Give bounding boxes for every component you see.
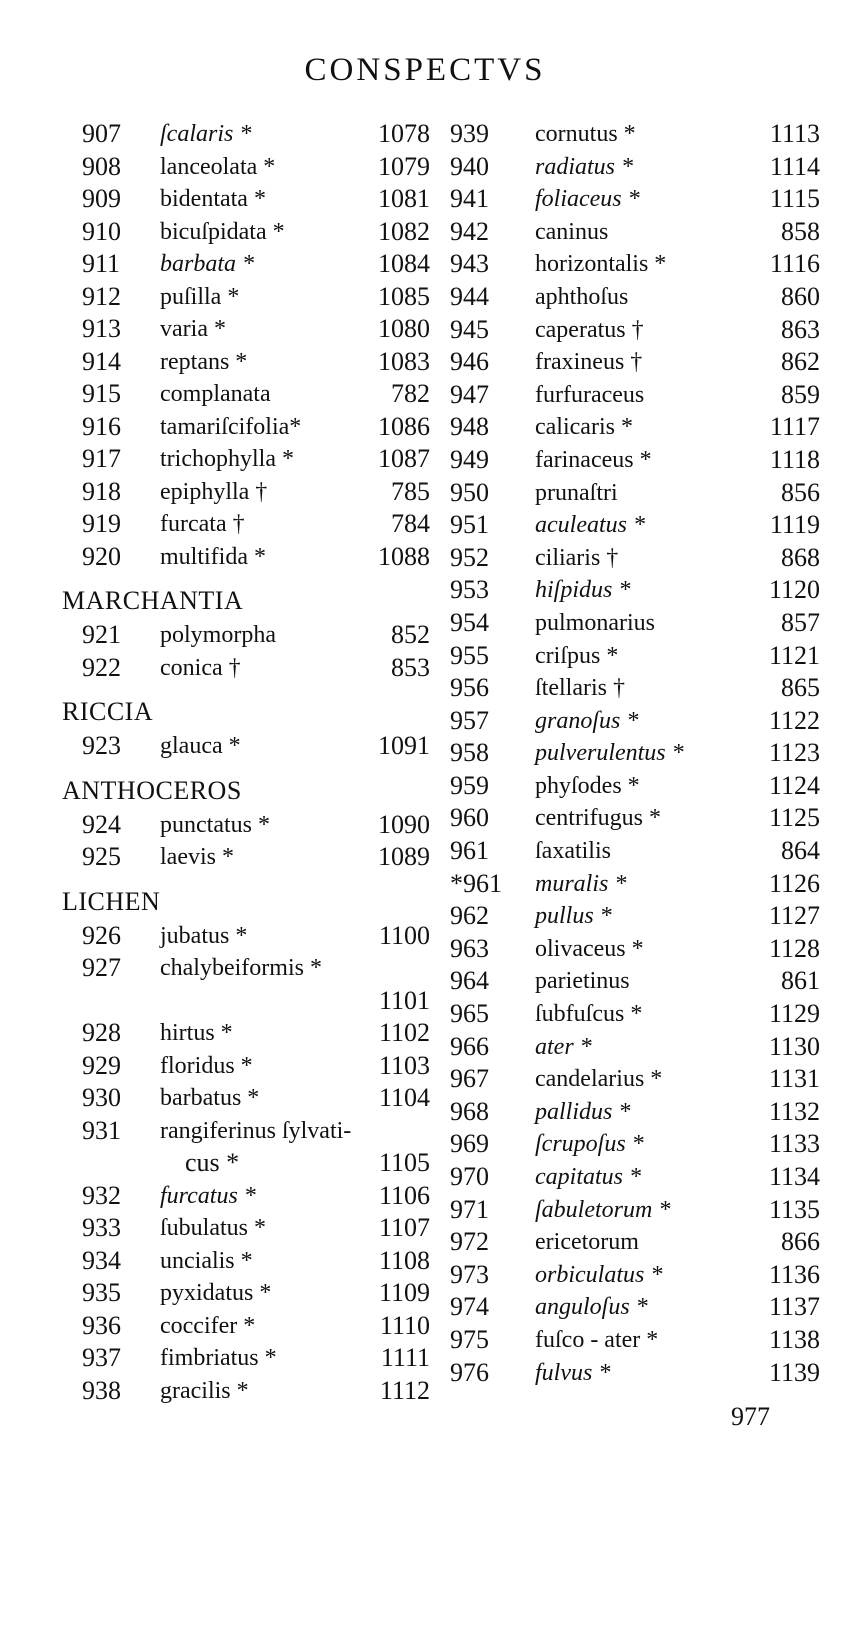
entry-name: reptans * bbox=[160, 348, 248, 375]
entry-row bbox=[450, 1161, 820, 1194]
entry-name: floridus * bbox=[160, 1052, 253, 1079]
entry-number: 970 bbox=[450, 1162, 489, 1191]
entry-name: conica † bbox=[160, 654, 241, 681]
entry-name: ſubulatus * bbox=[160, 1215, 266, 1241]
entry-reference: 866 bbox=[781, 1227, 820, 1257]
entry-name: ſaxatilis bbox=[535, 838, 611, 865]
entry-row bbox=[60, 411, 430, 444]
entry-name: ſubfuſcus * bbox=[535, 1001, 643, 1028]
entry-reference: 1125 bbox=[768, 803, 820, 833]
entry-number: 969 bbox=[450, 1129, 489, 1159]
entry-name: gracilis * bbox=[160, 1377, 249, 1404]
entry-name: puſilla * bbox=[160, 283, 240, 310]
entry-number: 932 bbox=[82, 1180, 121, 1210]
entry-name: capitatus * bbox=[535, 1164, 641, 1190]
entry-row bbox=[450, 1128, 820, 1161]
entry-row bbox=[450, 737, 820, 770]
entry-row bbox=[60, 841, 430, 874]
entry-row bbox=[60, 920, 430, 953]
entry-reference: 1089 bbox=[378, 842, 430, 871]
entry-row bbox=[60, 952, 430, 985]
entry-name: olivaceus * bbox=[535, 935, 644, 962]
entry-row bbox=[60, 476, 430, 509]
entry-number: *961 bbox=[450, 868, 502, 898]
entry-row bbox=[60, 118, 430, 151]
entry-name: laevis * bbox=[160, 844, 234, 870]
entry-row bbox=[450, 574, 820, 607]
entry-row bbox=[450, 1194, 820, 1227]
entry-number: 957 bbox=[450, 705, 489, 735]
entry-number: 971 bbox=[450, 1194, 489, 1224]
entry-number: 961 bbox=[450, 836, 489, 866]
entry-reference: 782 bbox=[391, 379, 430, 408]
entry-reference: 1088 bbox=[378, 541, 430, 571]
entry-name: furcatus * bbox=[160, 1182, 256, 1209]
entry-number: 942 bbox=[450, 216, 489, 246]
entry-row bbox=[60, 1050, 430, 1083]
entry-name: punctatus * bbox=[160, 811, 270, 838]
entry-reference: 1080 bbox=[378, 314, 430, 343]
entry-row bbox=[450, 770, 820, 803]
entry-name: pallidus * bbox=[535, 1098, 631, 1125]
entry-name: orbiculatus * bbox=[535, 1261, 663, 1288]
entry-reference: 1083 bbox=[378, 346, 430, 376]
entry-reference: 1100 bbox=[378, 920, 430, 950]
entry-row bbox=[60, 1375, 430, 1408]
entry-reference: 856 bbox=[781, 477, 820, 507]
entry-number: 939 bbox=[450, 119, 489, 148]
entry-row bbox=[60, 216, 430, 249]
entry-reference: 1111 bbox=[380, 1343, 430, 1372]
entry-number: 973 bbox=[450, 1259, 489, 1289]
entry-reference: 1091 bbox=[378, 731, 430, 760]
entry-name: pulverulentus * bbox=[535, 740, 684, 767]
entry-reference: 1132 bbox=[768, 1096, 820, 1126]
entry-number: 924 bbox=[82, 809, 121, 839]
entry-number: 956 bbox=[450, 673, 489, 703]
entry-name: fraxineus † bbox=[535, 349, 643, 376]
entry-name: trichophylla * bbox=[160, 446, 294, 472]
entry-reference: 862 bbox=[781, 347, 820, 377]
entry-number: 911 bbox=[82, 249, 121, 278]
entry-number: 972 bbox=[450, 1227, 489, 1257]
entry-number: 968 bbox=[450, 1096, 489, 1126]
entry-number: 941 bbox=[450, 184, 489, 214]
entry-row bbox=[450, 1063, 820, 1096]
entry-name: pullus * bbox=[535, 903, 612, 930]
entry-reference: 1138 bbox=[768, 1324, 820, 1354]
entry-reference: 1128 bbox=[768, 933, 820, 963]
entry-row bbox=[450, 542, 820, 575]
entry-number: 955 bbox=[450, 640, 489, 670]
entry-row bbox=[60, 313, 430, 346]
entry-reference: 1106 bbox=[378, 1180, 430, 1210]
entry-reference: 1103 bbox=[378, 1050, 430, 1080]
entry-reference: 1110 bbox=[379, 1310, 430, 1340]
entry-number: 907 bbox=[82, 119, 121, 148]
entry-number: 967 bbox=[450, 1064, 489, 1094]
entry-row bbox=[450, 672, 820, 705]
entry-name: epiphylla † bbox=[160, 478, 268, 505]
entry-number: 916 bbox=[82, 411, 121, 441]
entry-number: 958 bbox=[450, 738, 489, 768]
entry-row bbox=[450, 509, 820, 542]
entry-reference: 1084 bbox=[378, 249, 430, 278]
entry-row bbox=[450, 248, 820, 281]
entry-number: 947 bbox=[450, 379, 489, 409]
entry-reference: 859 bbox=[781, 379, 820, 409]
entry-reference: 1109 bbox=[378, 1278, 430, 1307]
entry-row bbox=[60, 346, 430, 379]
entry-number: 964 bbox=[450, 966, 489, 996]
entry-row bbox=[450, 1357, 820, 1390]
entry-number: 946 bbox=[450, 347, 489, 377]
entry-name: polymorpha bbox=[160, 622, 276, 648]
entry-number: 925 bbox=[82, 842, 121, 871]
entry-name: hirtus * bbox=[160, 1020, 233, 1046]
entry-reference: 1079 bbox=[378, 151, 430, 181]
entry-row bbox=[60, 541, 430, 574]
entry-reference: 1107 bbox=[378, 1213, 430, 1242]
entry-row bbox=[450, 868, 820, 901]
entry-number: 908 bbox=[82, 151, 121, 181]
entry-name: horizontalis * bbox=[535, 251, 667, 278]
entry-reference: 1139 bbox=[768, 1357, 820, 1387]
entry-number: 963 bbox=[450, 933, 489, 963]
entry-name: furcata † bbox=[160, 511, 245, 537]
entry-name: ſabuletorum * bbox=[535, 1196, 671, 1223]
entry-row bbox=[450, 379, 820, 412]
entry-name: bidentata * bbox=[160, 186, 266, 212]
entry-reference: 1134 bbox=[768, 1162, 820, 1191]
catchword: 977 bbox=[731, 1402, 770, 1431]
entry-number: 910 bbox=[82, 216, 121, 246]
entry-row bbox=[60, 619, 430, 652]
entry-row bbox=[450, 705, 820, 738]
entry-number: 975 bbox=[450, 1324, 489, 1354]
entry-number: 965 bbox=[450, 999, 489, 1029]
entry-name: aculeatus * bbox=[535, 512, 645, 539]
entry-row bbox=[450, 607, 820, 640]
entry-number: 974 bbox=[450, 1292, 489, 1322]
entry-name: pyxidatus * bbox=[160, 1280, 272, 1306]
entry-reference: 1117 bbox=[769, 412, 820, 442]
entry-row bbox=[60, 1245, 430, 1278]
entry-reference: 1127 bbox=[768, 901, 820, 931]
entry-number: 937 bbox=[82, 1343, 121, 1372]
left-column bbox=[60, 118, 430, 1407]
entry-number: 922 bbox=[82, 652, 121, 682]
entry-continuation bbox=[60, 1147, 430, 1180]
entry-reference: 1120 bbox=[768, 575, 820, 605]
entry-number: 954 bbox=[450, 607, 489, 637]
entry-number: 950 bbox=[450, 477, 489, 507]
entry-name: criſpus * bbox=[535, 642, 619, 669]
entry-reference: 1122 bbox=[768, 705, 820, 735]
entry-row bbox=[450, 1324, 820, 1357]
entry-reference: 1131 bbox=[768, 1064, 820, 1094]
entry-reference: 1078 bbox=[378, 119, 430, 148]
entry-reference: 860 bbox=[781, 281, 820, 311]
entry-row bbox=[450, 640, 820, 673]
entry-name: glauca * bbox=[160, 733, 241, 759]
entry-reference: 857 bbox=[781, 607, 820, 637]
entry-row bbox=[450, 1259, 820, 1292]
entry-reference: 1104 bbox=[378, 1083, 430, 1112]
entry-row bbox=[450, 346, 820, 379]
entry-reference: 1112 bbox=[379, 1375, 430, 1405]
entry-number: 945 bbox=[450, 314, 489, 344]
entry-number: 938 bbox=[82, 1375, 121, 1405]
entry-number: 976 bbox=[450, 1357, 489, 1387]
entry-number: 926 bbox=[82, 920, 121, 950]
entry-name: complanata bbox=[160, 381, 271, 407]
entry-number: 943 bbox=[450, 249, 489, 279]
entry-row bbox=[60, 248, 430, 281]
entry-number: 948 bbox=[450, 412, 489, 442]
entry-row bbox=[60, 1277, 430, 1310]
entry-reference: 1133 bbox=[768, 1129, 820, 1159]
entry-number: 949 bbox=[450, 444, 489, 474]
entry-reference: 1087 bbox=[378, 444, 430, 473]
entry-row bbox=[60, 652, 430, 685]
entry-name: ciliaris † bbox=[535, 544, 619, 571]
entry-name: prunaſtri bbox=[535, 479, 618, 506]
entry-number: 931 bbox=[82, 1115, 121, 1145]
entry-number: 959 bbox=[450, 770, 489, 800]
entry-name: anguloſus * bbox=[535, 1294, 648, 1321]
entry-name: bicuſpidata * bbox=[160, 218, 285, 245]
entry-number: 936 bbox=[82, 1310, 121, 1340]
entry-number: 917 bbox=[82, 444, 121, 473]
entry-reference: 1121 bbox=[768, 640, 820, 670]
genus-heading: RICCIA bbox=[62, 697, 154, 726]
entry-reference: 852 bbox=[391, 620, 430, 649]
entry-name: ſcrupoſus * bbox=[535, 1131, 644, 1158]
entry-number: 933 bbox=[82, 1213, 121, 1242]
entry-number: 960 bbox=[450, 803, 489, 833]
entry-name: foliaceus * bbox=[535, 186, 640, 213]
genus-heading: LICHEN bbox=[62, 886, 161, 916]
entry-row bbox=[450, 965, 820, 998]
entry-row bbox=[450, 411, 820, 444]
entry-number: 935 bbox=[82, 1278, 121, 1307]
entry-number: 909 bbox=[82, 184, 121, 213]
entry-row bbox=[60, 1082, 430, 1115]
entry-row bbox=[60, 1115, 430, 1148]
entry-reference: 1086 bbox=[378, 411, 430, 441]
entry-row bbox=[60, 151, 430, 184]
entry-number: 953 bbox=[450, 575, 489, 605]
entry-name: lanceolata * bbox=[160, 153, 276, 180]
entry-row bbox=[60, 508, 430, 541]
entry-number: 920 bbox=[82, 541, 121, 571]
entry-number: 966 bbox=[450, 1031, 489, 1061]
entry-row bbox=[450, 444, 820, 477]
entry-row bbox=[450, 151, 820, 184]
entry-row bbox=[450, 1031, 820, 1064]
entry-row bbox=[450, 314, 820, 347]
entry-row bbox=[60, 443, 430, 476]
entry-name: cus * bbox=[185, 1148, 240, 1177]
entry-reference: 1102 bbox=[378, 1018, 430, 1047]
entry-name: parietinus bbox=[535, 968, 630, 995]
entry-name: calicaris * bbox=[535, 414, 633, 441]
entry-row bbox=[450, 998, 820, 1031]
entry-row bbox=[60, 1310, 430, 1343]
entry-reference: 1130 bbox=[768, 1031, 820, 1061]
entry-number: 928 bbox=[82, 1018, 121, 1047]
entry-name: ater * bbox=[535, 1033, 592, 1060]
entry-reference: 1118 bbox=[769, 444, 820, 474]
entry-reference: 865 bbox=[781, 673, 820, 703]
genus-heading: MARCHANTIA bbox=[62, 586, 244, 615]
entry-name: radiatus * bbox=[535, 153, 634, 180]
entry-reference: 1116 bbox=[769, 249, 820, 279]
entry-number: 918 bbox=[82, 476, 121, 506]
entry-reference: 1090 bbox=[378, 809, 430, 839]
entry-name: fulvus * bbox=[535, 1359, 611, 1386]
entry-number: 944 bbox=[450, 281, 489, 311]
entry-row bbox=[60, 730, 430, 763]
entry-reference: 1105 bbox=[378, 1148, 430, 1177]
entry-continuation bbox=[60, 985, 430, 1018]
entry-number: 962 bbox=[450, 901, 489, 931]
entry-number: 952 bbox=[450, 542, 489, 572]
entry-name: candelarius * bbox=[535, 1066, 663, 1093]
entry-reference: 1137 bbox=[768, 1292, 820, 1322]
entry-reference: 861 bbox=[781, 966, 820, 996]
entry-row bbox=[60, 281, 430, 314]
entry-reference: 1108 bbox=[378, 1245, 430, 1275]
entry-row bbox=[450, 802, 820, 835]
entry-name: ericetorum bbox=[535, 1229, 639, 1256]
entry-number: 951 bbox=[450, 510, 489, 540]
entry-name: hiſpidus * bbox=[535, 577, 631, 604]
entry-reference: 784 bbox=[391, 509, 430, 538]
entry-name: fuſco - ater * bbox=[535, 1326, 659, 1353]
entry-number: 921 bbox=[82, 620, 121, 649]
entry-row bbox=[60, 1342, 430, 1375]
entry-number: 923 bbox=[82, 731, 121, 760]
entry-row bbox=[450, 1096, 820, 1129]
entry-name: cornutus * bbox=[535, 121, 636, 147]
entry-reference: 1113 bbox=[769, 119, 820, 148]
entry-name: chalybeiformis * bbox=[160, 955, 322, 981]
entry-name: muralis * bbox=[535, 870, 627, 897]
entry-row bbox=[450, 118, 820, 151]
entry-row bbox=[450, 835, 820, 868]
entry-reference: 1124 bbox=[768, 770, 820, 800]
entry-reference: 1126 bbox=[768, 868, 820, 898]
entry-number: 940 bbox=[450, 151, 489, 181]
entry-reference: 1135 bbox=[768, 1194, 820, 1224]
entry-reference: 1082 bbox=[378, 216, 430, 246]
entry-row bbox=[60, 1180, 430, 1213]
entry-reference: 1119 bbox=[769, 510, 820, 540]
entry-row bbox=[450, 216, 820, 249]
entry-reference: 1123 bbox=[768, 738, 820, 768]
entry-reference: 1114 bbox=[769, 151, 820, 181]
entry-reference: 853 bbox=[391, 652, 430, 682]
entry-name: pulmonarius bbox=[535, 609, 655, 636]
entry-number: 913 bbox=[82, 314, 121, 343]
entry-reference: 858 bbox=[781, 216, 820, 246]
entry-name: jubatus * bbox=[160, 922, 248, 949]
entry-row bbox=[60, 378, 430, 411]
entry-row bbox=[60, 1212, 430, 1245]
entry-row bbox=[450, 477, 820, 510]
entry-reference: 785 bbox=[391, 476, 430, 506]
entry-number: 914 bbox=[82, 346, 121, 376]
entry-row bbox=[60, 183, 430, 216]
entry-name: granoſus * bbox=[535, 707, 639, 734]
entry-row bbox=[450, 281, 820, 314]
entry-row bbox=[60, 809, 430, 842]
entry-name: fimbriatus * bbox=[160, 1345, 277, 1371]
entry-row bbox=[450, 1291, 820, 1324]
entry-name: rangiferinus ſylvati- bbox=[160, 1117, 352, 1144]
entry-reference: 1136 bbox=[768, 1259, 820, 1289]
entry-number: 934 bbox=[82, 1245, 121, 1275]
entry-name: phyſodes * bbox=[535, 772, 640, 799]
entry-number: 919 bbox=[82, 509, 121, 538]
entry-name: coccifer * bbox=[160, 1312, 256, 1339]
entry-reference: 1101 bbox=[378, 985, 430, 1015]
entry-number: 915 bbox=[82, 379, 121, 408]
entry-row bbox=[60, 1017, 430, 1050]
entry-row bbox=[450, 1226, 820, 1259]
entry-number: 929 bbox=[82, 1050, 121, 1080]
entry-name: caperatus † bbox=[535, 316, 644, 343]
entry-number: 927 bbox=[82, 953, 121, 982]
entry-reference: 1081 bbox=[378, 184, 430, 213]
entry-name: furfuraceus bbox=[535, 381, 645, 408]
entry-reference: 1129 bbox=[768, 999, 820, 1029]
entry-name: multifida * bbox=[160, 543, 266, 570]
entry-name: centrifugus * bbox=[535, 805, 661, 832]
entry-name: tamariſcifolia* bbox=[160, 413, 302, 440]
entry-name: ſcalaris * bbox=[160, 121, 252, 147]
entry-name: ſtellaris † bbox=[535, 675, 625, 702]
entry-reference: 864 bbox=[781, 836, 820, 866]
entry-name: caninus bbox=[535, 218, 609, 245]
entry-number: 930 bbox=[82, 1083, 121, 1112]
right-column bbox=[450, 118, 820, 1389]
entry-reference: 1085 bbox=[378, 281, 430, 311]
genus-heading: ANTHOCEROS bbox=[62, 775, 242, 805]
entry-name: varia * bbox=[160, 316, 226, 342]
entry-name: barbata * bbox=[160, 251, 255, 277]
entry-name: uncialis * bbox=[160, 1247, 253, 1274]
page-title: CONSPECTVS bbox=[304, 52, 546, 88]
entry-reference: 1115 bbox=[769, 184, 820, 214]
entry-reference: 868 bbox=[781, 542, 820, 572]
entry-row bbox=[450, 183, 820, 216]
entry-name: farinaceus * bbox=[535, 446, 652, 473]
entry-row bbox=[450, 933, 820, 966]
entry-name: aphthoſus bbox=[535, 283, 629, 310]
entry-reference: 863 bbox=[781, 314, 820, 344]
entry-row bbox=[450, 900, 820, 933]
entry-name: barbatus * bbox=[160, 1085, 260, 1111]
entry-number: 912 bbox=[82, 281, 121, 311]
